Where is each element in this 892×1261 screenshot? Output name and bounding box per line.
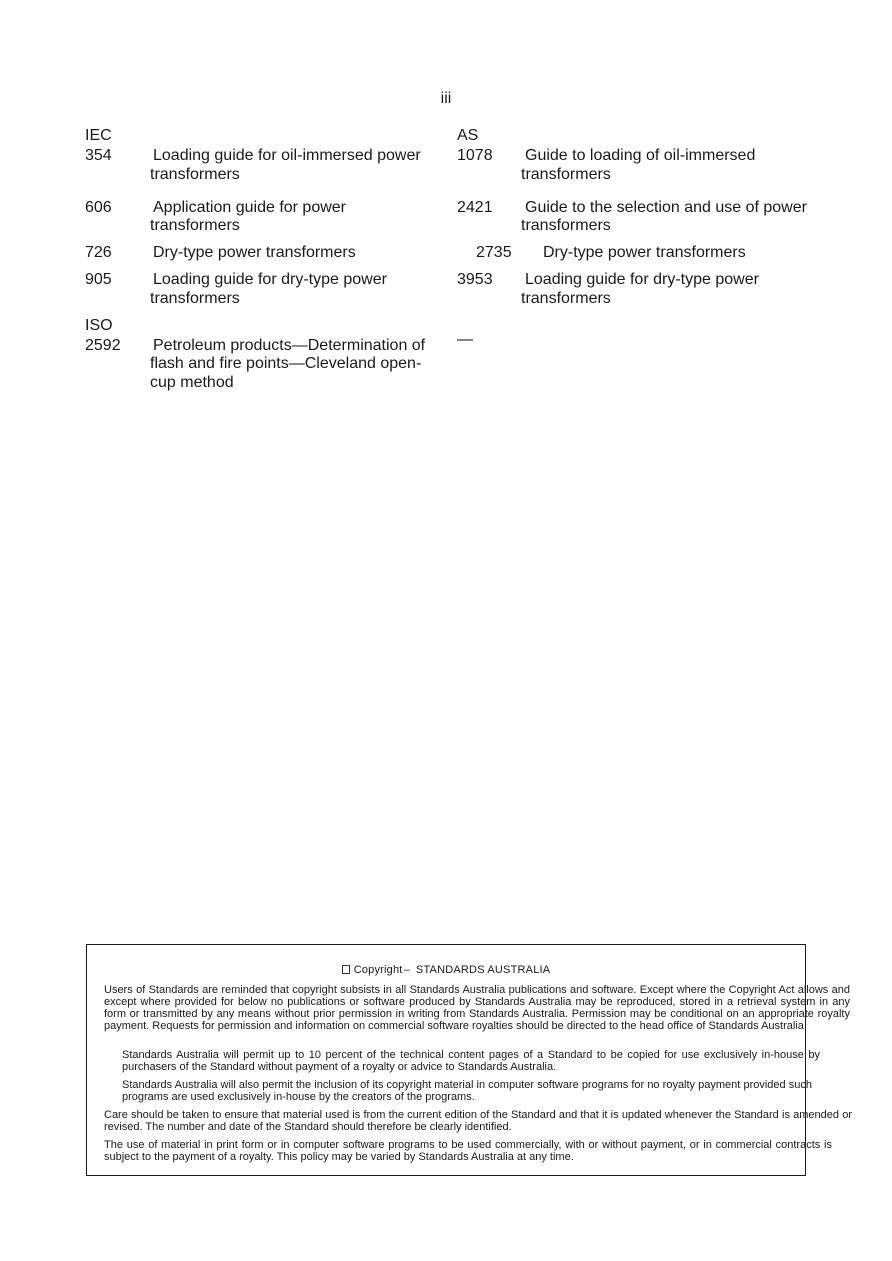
as-title-line: Dry-type power transformers [543, 244, 746, 261]
as-equivalent-none: — [457, 331, 473, 348]
iec-number: 905 [85, 271, 112, 288]
iec-title-line: Dry-type power transformers [153, 244, 356, 261]
page-number: iii [440, 90, 452, 107]
iec-title-line: Application guide for power [153, 199, 347, 216]
iso-title-line: Petroleum products—Determination of [153, 337, 426, 354]
as-title-line: transformers [521, 290, 611, 307]
as-number: 2421 [457, 199, 493, 216]
as-title-line: transformers [521, 166, 611, 183]
iso-section-header: ISO [85, 317, 113, 334]
iec-number: 726 [85, 244, 112, 261]
iec-number: 606 [85, 199, 112, 216]
as-title-line: Guide to the selection and use of power [525, 199, 807, 216]
copyright-paragraph: The use of material in print form or in computer software programs to be used commercially, with or without payment, or in commercial contracts is subject to the payment of a royalty. This policy may be varied by Standards Australia at any time. [104, 1139, 832, 1163]
copyright-heading [86, 964, 806, 976]
copyright-symbol-icon [342, 965, 350, 974]
iec-column-header: IEC [85, 127, 112, 144]
iso-title-line: flash and fire points—Cleveland open- [150, 355, 422, 372]
copyright-dash: – [403, 964, 410, 976]
iec-number: 354 [85, 147, 112, 164]
iso-number: 2592 [85, 337, 121, 354]
copyright-paragraph: Users of Standards are reminded that copyright subsists in all Standards Australia publications and software. Except where the Copyright Act allows and except where provided for below no publications or software produced by Standards Australia may be reproduced, stored in a retrieval system in any form or transmitted by any means without prior permission in writing from Standards Australia. Permission may be conditional on an appropriate royalty payment. Requests for permission and information on commercial software royalties should be directed to the head office of Standards Australia. [104, 984, 850, 1032]
copyright-paragraph: Standards Australia will permit up to 10 percent of the technical content pages of a Standard to be copied for use exclusively in-house by purchasers of the Standard without payment of a royalty or advice to Standards Australia. [122, 1049, 820, 1073]
copyright-word: Copyright [353, 964, 403, 976]
as-title-line: transformers [521, 217, 611, 234]
as-number: 1078 [457, 147, 493, 164]
iec-title-line: transformers [150, 290, 240, 307]
copyright-organisation: STANDARDS AUSTRALIA [415, 964, 551, 976]
copyright-paragraph: Standards Australia will also permit the inclusion of its copyright material in computer software programs for no royalty payment provided such programs are used exclusively in-house by the creators of the programs. [122, 1079, 812, 1103]
as-number: 2735 [476, 244, 512, 261]
iec-title-line: Loading guide for oil-immersed power [153, 147, 421, 164]
as-title-line: Guide to loading of oil-immersed [525, 147, 756, 164]
copyright-paragraph: Care should be taken to ensure that material used is from the current edition of the Standard and that it is updated whenever the Standard is amended or revised. The number and date of the Standard should therefore be clearly identified. [104, 1109, 852, 1133]
iso-title-line: cup method [150, 374, 234, 391]
as-column-header: AS [457, 127, 479, 144]
as-number: 3953 [457, 271, 493, 288]
as-title-line: Loading guide for dry-type power [525, 271, 759, 288]
iec-title-line: transformers [150, 217, 240, 234]
iec-title-line: transformers [150, 166, 240, 183]
iec-title-line: Loading guide for dry-type power [153, 271, 387, 288]
